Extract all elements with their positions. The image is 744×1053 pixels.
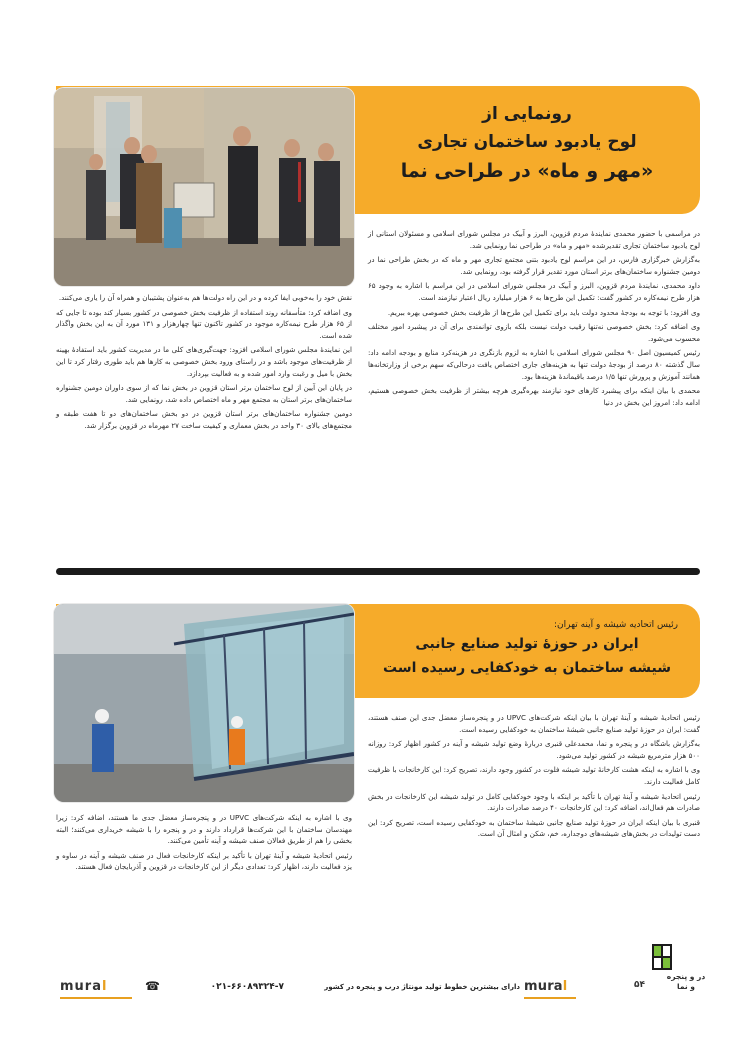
magazine-logo: [650, 944, 706, 994]
article2-right-paragraph: به‌گزارش باشگاه در و پنجره و نما، محمدعلی قنبری دربارهٔ وضع تولید شیشه و آینه در کشور اظهار کرد: روزانه ۵۰۰ هزار مترمربع شیشه در کشور تولید می‌شود.: [368, 739, 700, 760]
article2-right-column: [368, 712, 700, 843]
brand-logo-main: mura: [60, 979, 102, 994]
article1-title: [362, 100, 692, 186]
article1-left-column: [56, 292, 352, 435]
article1-left-paragraph: وی اضافه کرد: متأسفانه روند استفاده از ظرفیت بخش خصوصی در کشور بسیار کند بوده تا جایی که از ۶۵ هزار طرح نیمه‌کاره موجود در کشور تاکنون تنها چهارهزار و ۱۳۱ مورد آن به این بخش واگذار شده است.: [56, 307, 352, 340]
photo-glass-factory: [54, 604, 354, 802]
article1-right-paragraph: به‌گزارش خبرگزاری فارس، در این مراسم لوح یادبود بتنی مجتمع تجاری مهر و ماه که در بخش طراحی نما در دومین جشنواره ساختمان‌های برتر استان مورد تقدیر قرار گرفته بود، رونمایی شد.: [368, 255, 700, 276]
article2-title-line2: شیشه ساختمان به خودکفایی رسیده است: [383, 660, 671, 676]
article2-right-paragraph: قنبری با بیان اینکه ایران در حوزهٔ تولید صنایع جانبی شیشهٔ ساختمان به خودکفایی رسیده است، تصریح کرد: این دست تولیدات در بخش‌های شیشه‌های دوجداره، خم، شکن و امثال آن است.: [368, 817, 700, 839]
article2-right-paragraph: رئیس اتحادیهٔ شیشه و آینهٔ تهران با تأکید بر اینکه با وجود خودکفایی کامل در تولید شیشه این کارخانجات در بخش صادرات هم فعال‌اند، اضافه کرد: این کارخانجات ۴۰ درصد صادرات دارند.: [368, 791, 700, 813]
glass-factory-illustration: [54, 604, 354, 802]
article2-right-paragraph: وی با اشاره به اینکه هشت کارخانهٔ تولید شیشه فلوت در کشور وجود دارند، تصریح کرد: این کارخانجات با ظرفیت کامل فعالیت دارند.: [368, 765, 700, 786]
ceremony-illustration: [54, 88, 354, 286]
article1-left-paragraph: نقش خود را به‌خوبی ایفا کرده و در این راه دولت‌ها هم به‌عنوان پشتیبان و همراه آن را یاری می‌کنند.: [58, 293, 352, 302]
article1-left-paragraph: دومین جشنواره ساختمان‌های برتر استان قزوین در دو بخش ساختمان‌های دو تا هفت طبقه و مجتمع‌های بالای ۳۰ واحد در بخش معماری و کیفیت ساخت ۲۷ مهرماه در قزوین برگزار شد.: [56, 409, 352, 430]
brand-logo-left: [60, 979, 132, 999]
article1-right-paragraph: محمدی با بیان اینکه برای پیشبرد کارهای خود نیازمند بهره‌گیری هرچه بیشتر از ظرفیت بخش خصوصی هستیم، ادامه داد: امروز این بخش در دنیا: [368, 386, 700, 407]
brand-logo-suffix: l: [562, 979, 568, 994]
article1-left-paragraph: در پایان این آیین از لوح ساختمان برتر استان قزوین در بخش نما که از سوی داوران دومین جشنواره ساختمان‌های برتر استان به مجتمع مهر و ماه اختصاص داده شد، رونمایی شد.: [56, 383, 352, 404]
article1-right-paragraph: وی افزود: با توجه به بودجهٔ محدود دولت باید برای تکمیل این طرح‌ها از ظرفیت بخش خصوصی بهره ببریم.: [387, 307, 700, 317]
page-number: ۵۴: [634, 980, 645, 990]
article1-left-paragraph: این نمایندهٔ مجلس شورای اسلامی افزود: جهت‌گیری‌های کلی ما در مدیریت کشور باید استفادهٔ بهینه از ظرفیت‌های موجود باشد و در راستای ورود بخش خصوصی به کارها هم باید طوری رفتار کرد تا این بخش با میل و رغبت وارد امور شده و به فعالیت بپردازد.: [56, 345, 352, 378]
article1-right-column: [368, 228, 700, 411]
article2-title-line1: ایران در حوزهٔ تولید صنایع جانبی: [415, 636, 639, 652]
article1-right-paragraph: رئیس کمیسیون اصل ۹۰ مجلس شورای اسلامی با اشاره به لزوم بازنگری در هزینه‌کرد منابع و بودجه ادامه داد: سال گذشته ۸۰ درصد از بودجهٔ دولت تنها به هزینه‌های جاری اختصاص یافت درحالی‌که سهم برخی از وزارتخانه‌ها همانند آموزش و پرورش تنها ۱/۵ درصد باقیماندهٔ هزینه‌ها بود.: [368, 348, 700, 381]
article2-title: [362, 618, 692, 680]
photo-ceremony: [54, 88, 354, 286]
article1-right-paragraph: داود محمدی، نمایندهٔ مردم قزوین، البرز و آبیک در مجلس شورای اسلامی در این مراسم با اشاره به وجود ۶۵ هزار طرح نیمه‌کاره در کشور گفت: تکمیل این طرح‌ها به ۶ هزار میلیارد ریال اعتبار نیازمند است.: [368, 281, 700, 302]
article1-title-line3: «مهر و ماه» در طراحی نما: [400, 160, 654, 182]
magazine-logo-icon: [652, 944, 672, 970]
brand-logo-suffix: l: [101, 979, 108, 994]
brand-logo-right: [524, 979, 576, 999]
article2-kicker: رئیس اتحادیه شیشه و آینه تهران:: [553, 620, 678, 630]
magazine-name: در و پنجره و نما: [666, 972, 706, 991]
footer-slogan: دارای بیشترین خطوط تولید مونتاژ درب و پنجره در کشور: [324, 983, 520, 991]
article1-right-paragraph: وی اضافه کرد: بخش خصوصی نه‌تنها رقیب دولت نیست بلکه بازوی توانمندی برای آن در پیشبرد امور مختلف محسوب می‌شود.: [368, 322, 700, 343]
article2-left-paragraph: وی با اشاره به اینکه شرکت‌های UPVC در و پنجره‌ساز معضل جدی ما هستند، اضافه کرد: زیرا مهندسان ساختمان با این شرکت‌ها قرارداد دارند و در و پنجره را با شیشه خریداری می‌کنند؛ البته بخشی را هم از طریق فعالان صنف شیشه و آینه تأمین می‌کنند.: [56, 813, 353, 846]
section-separator: [56, 568, 700, 575]
article2-right-paragraph: رئیس اتحادیهٔ شیشه و آینهٔ تهران با بیان اینکه شرکت‌های UPVC در و پنجره‌ساز معضل جدی این صنف هستند، گفت: ایران در حوزهٔ تولید صنایع جانبی شیشهٔ ساختمان به خودکفایی رسیده است.: [368, 713, 700, 734]
article2-left-column: [56, 812, 352, 876]
brand-logo-main: mura: [524, 979, 563, 994]
footer-phone: ۰۲۱-۶۶۰۸۹۳۲۴-۷: [210, 982, 284, 992]
article1-title-line1: رونمایی از: [482, 104, 572, 124]
article1-right-paragraph: در مراسمی با حضور محمدی نمایندهٔ مردم قزوین، البرز و آبیک در مجلس شورای اسلامی و مسئولان استانی از لوح یادبود ساختمان تجاری تقدیرشده «مهر و ماه» در طراحی نما رونمایی شد.: [368, 229, 700, 250]
phone-icon: ☎: [145, 979, 160, 993]
article1-title-line2: لوح یادبود ساختمان تجاری: [417, 132, 637, 152]
article2-left-paragraph: رئیس اتحادیهٔ شیشه و آینهٔ تهران با تأکید بر اینکه کارخانجات فعال در صنف شیشه و آینه در ساوه و یزد فعالیت دارند، اظهار کرد: تعدادی دیگر از این کارخانجات در قزوین و آذربایجان فعال هستند.: [56, 850, 352, 872]
